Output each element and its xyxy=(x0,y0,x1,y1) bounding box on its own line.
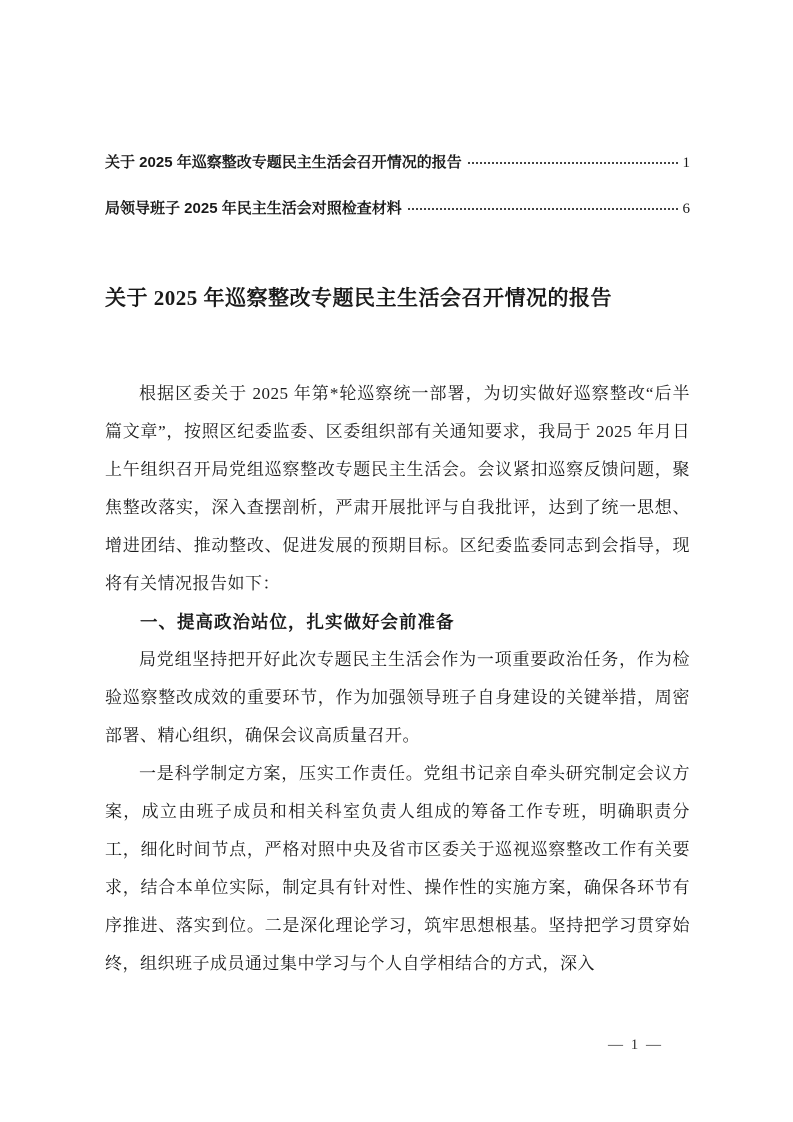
toc-entry-page-number: 1 xyxy=(682,155,690,171)
intro-paragraph: 根据区委关于 2025 年第*轮巡察统一部署，为切实做好巡察整改“后半篇文章”，按照区纪委监委、区委组织部有关通知要求，我局于 2025 年月日上午组织召开局党组巡察整改专题民主生活会。会议紧扣巡察反馈问题，聚焦整改落实，深入查摆剖析，严肃开展批评与自我批评，达到了统一思想、增进团结、推动整改、促进发展的预期目标。区纪委监委同志到会指导，现将有关情况报告如下： xyxy=(105,384,690,593)
toc-entry-page-number: 6 xyxy=(682,201,690,217)
toc-entry[interactable] xyxy=(105,152,690,173)
table-of-contents xyxy=(105,0,690,219)
document-body xyxy=(105,375,690,983)
body-paragraph: 一是科学制定方案，压实工作责任。党组书记亲自牵头研究制定会议方案，成立由班子成员和相关科室负责人组成的筹备工作专班，明确职责分工，细化时间节点，严格对照中央及省市区委关于巡视巡察整改工作有关要求，结合本单位实际，制定具有针对性、操作性的实施方案，确保各环节有序推进、落实到位。二是深化理论学习，筑牢思想根基。坚持把学习贯穿始终，组织班子成员通过集中学习与个人自学相结合的方式，深入 xyxy=(105,764,690,973)
toc-dotted-leader xyxy=(468,162,678,164)
toc-entry-title: 关于 2025 年巡察整改专题民主生活会召开情况的报告 xyxy=(105,154,462,171)
body-paragraph: 局党组坚持把开好此次专题民主生活会作为一项重要政治任务，作为检验巡察整改成效的重要环节，作为加强领导班子自身建设的关键举措，周密部署、精心组织，确保会议高质量召开。 xyxy=(105,650,690,745)
toc-dotted-leader xyxy=(408,208,678,210)
section-heading: 一、提高政治站位，扎实做好会前准备 xyxy=(140,612,455,632)
toc-entry[interactable] xyxy=(105,198,690,219)
page-number-footer: — 1 — xyxy=(608,1037,663,1053)
document-title: 关于 2025 年巡察整改专题民主生活会召开情况的报告 xyxy=(105,286,612,310)
page-content xyxy=(105,0,690,983)
toc-entry-title: 局领导班子 2025 年民主生活会对照检查材料 xyxy=(105,200,402,217)
